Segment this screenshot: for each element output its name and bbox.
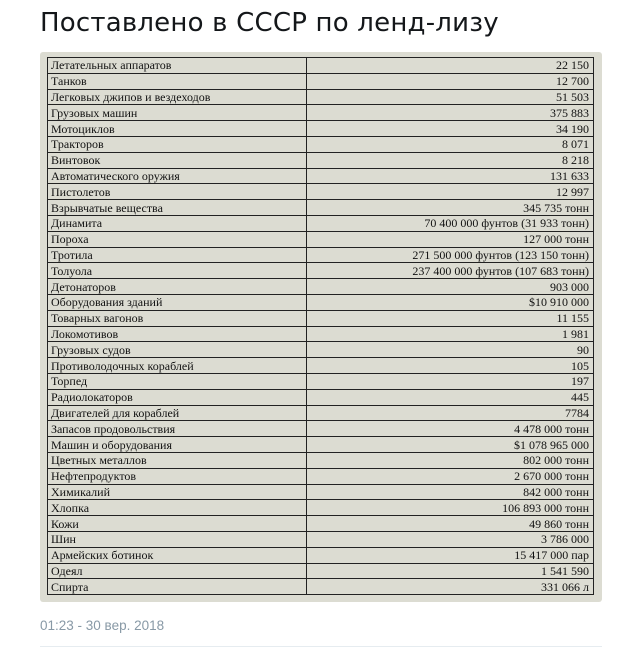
row-item-label: Танков (48, 73, 307, 89)
row-item-label: Локомотивов (48, 326, 307, 342)
table-row (48, 58, 594, 74)
table-body (48, 58, 594, 595)
row-item-label: Винтовок (48, 152, 307, 168)
table-row (48, 200, 594, 216)
row-item-value: 90 (307, 342, 594, 358)
row-item-label: Грузовых судов (48, 342, 307, 358)
lend-lease-table (47, 57, 594, 595)
tweet-timestamp[interactable]: 01:23 - 30 вер. 2018 (40, 618, 165, 633)
row-item-label: Пистолетов (48, 184, 307, 200)
tweet-title: Поставлено в СССР по ленд-лизу (40, 8, 499, 38)
row-item-value: 7784 (307, 405, 594, 421)
row-item-label: Мотоциклов (48, 121, 307, 137)
row-item-value: 12 700 (307, 73, 594, 89)
row-item-value: 445 (307, 389, 594, 405)
row-item-label: Цветных металлов (48, 452, 307, 468)
table-row (48, 500, 594, 516)
row-item-value: 1 541 590 (307, 563, 594, 579)
row-item-label: Противолодочных кораблей (48, 358, 307, 374)
row-item-label: Хлопка (48, 500, 307, 516)
row-item-value: 8 218 (307, 152, 594, 168)
table-row (48, 89, 594, 105)
table-row (48, 452, 594, 468)
table-row (48, 547, 594, 563)
row-item-label: Спирта (48, 579, 307, 595)
table-row (48, 358, 594, 374)
row-item-value: 11 155 (307, 310, 594, 326)
row-item-value: 34 190 (307, 121, 594, 137)
table-row (48, 484, 594, 500)
row-item-value: 70 400 000 фунтов (31 933 тонн) (307, 215, 594, 231)
table-row (48, 263, 594, 279)
row-item-value: 8 071 (307, 136, 594, 152)
table-row (48, 342, 594, 358)
table-row (48, 247, 594, 263)
table-row (48, 468, 594, 484)
row-item-label: Запасов продовольствия (48, 421, 307, 437)
row-item-value: 197 (307, 373, 594, 389)
row-item-value: 12 997 (307, 184, 594, 200)
row-item-label: Легковых джипов и вездеходов (48, 89, 307, 105)
row-item-value: 903 000 (307, 279, 594, 295)
row-item-value: 1 981 (307, 326, 594, 342)
lend-lease-table-image[interactable] (40, 52, 602, 602)
table-row (48, 405, 594, 421)
row-item-value: 4 478 000 тонн (307, 421, 594, 437)
table-row (48, 421, 594, 437)
table-row (48, 563, 594, 579)
row-item-value: $10 910 000 (307, 294, 594, 310)
row-item-label: Торпед (48, 373, 307, 389)
row-item-label: Радиолокаторов (48, 389, 307, 405)
table-row (48, 279, 594, 295)
row-item-label: Двигателей для кораблей (48, 405, 307, 421)
row-item-label: Армейских ботинок (48, 547, 307, 563)
row-item-label: Товарных вагонов (48, 310, 307, 326)
row-item-label: Нефтепродуктов (48, 468, 307, 484)
table-row (48, 310, 594, 326)
row-item-value: 271 500 000 фунтов (123 150 тонн) (307, 247, 594, 263)
table-row (48, 136, 594, 152)
row-item-value: 105 (307, 358, 594, 374)
row-item-label: Толуола (48, 263, 307, 279)
divider (40, 646, 602, 647)
table-row (48, 152, 594, 168)
row-item-value: 49 860 тонн (307, 516, 594, 532)
table-row (48, 168, 594, 184)
table-row (48, 73, 594, 89)
table-row (48, 516, 594, 532)
table-row (48, 531, 594, 547)
row-item-label: Кожи (48, 516, 307, 532)
row-item-label: Машин и оборудования (48, 437, 307, 453)
table-row (48, 389, 594, 405)
table-row (48, 231, 594, 247)
row-item-value: 331 066 л (307, 579, 594, 595)
row-item-label: Оборудования зданий (48, 294, 307, 310)
table-row (48, 326, 594, 342)
row-item-value: 842 000 тонн (307, 484, 594, 500)
row-item-value: 375 883 (307, 105, 594, 121)
row-item-value: 237 400 000 фунтов (107 683 тонн) (307, 263, 594, 279)
row-item-label: Детонаторов (48, 279, 307, 295)
table-row (48, 121, 594, 137)
row-item-label: Тракторов (48, 136, 307, 152)
row-item-value: 51 503 (307, 89, 594, 105)
row-item-label: Динамита (48, 215, 307, 231)
row-item-label: Тротила (48, 247, 307, 263)
row-item-value: 2 670 000 тонн (307, 468, 594, 484)
table-row (48, 373, 594, 389)
row-item-label: Автоматического оружия (48, 168, 307, 184)
row-item-label: Пороха (48, 231, 307, 247)
row-item-value: 127 000 тонн (307, 231, 594, 247)
row-item-value: 802 000 тонн (307, 452, 594, 468)
table-row (48, 437, 594, 453)
row-item-label: Грузовых машин (48, 105, 307, 121)
row-item-label: Одеял (48, 563, 307, 579)
table-row (48, 579, 594, 595)
table-row (48, 105, 594, 121)
table-row (48, 215, 594, 231)
row-item-value: 106 893 000 тонн (307, 500, 594, 516)
row-item-label: Взрывчатые вещества (48, 200, 307, 216)
row-item-value: 131 633 (307, 168, 594, 184)
row-item-value: 345 735 тонн (307, 200, 594, 216)
row-item-value: 15 417 000 пар (307, 547, 594, 563)
table-row (48, 184, 594, 200)
table-row (48, 294, 594, 310)
row-item-label: Химикалий (48, 484, 307, 500)
row-item-label: Шин (48, 531, 307, 547)
row-item-value: 22 150 (307, 58, 594, 74)
row-item-value: 3 786 000 (307, 531, 594, 547)
row-item-value: $1 078 965 000 (307, 437, 594, 453)
row-item-label: Летательных аппаратов (48, 58, 307, 74)
